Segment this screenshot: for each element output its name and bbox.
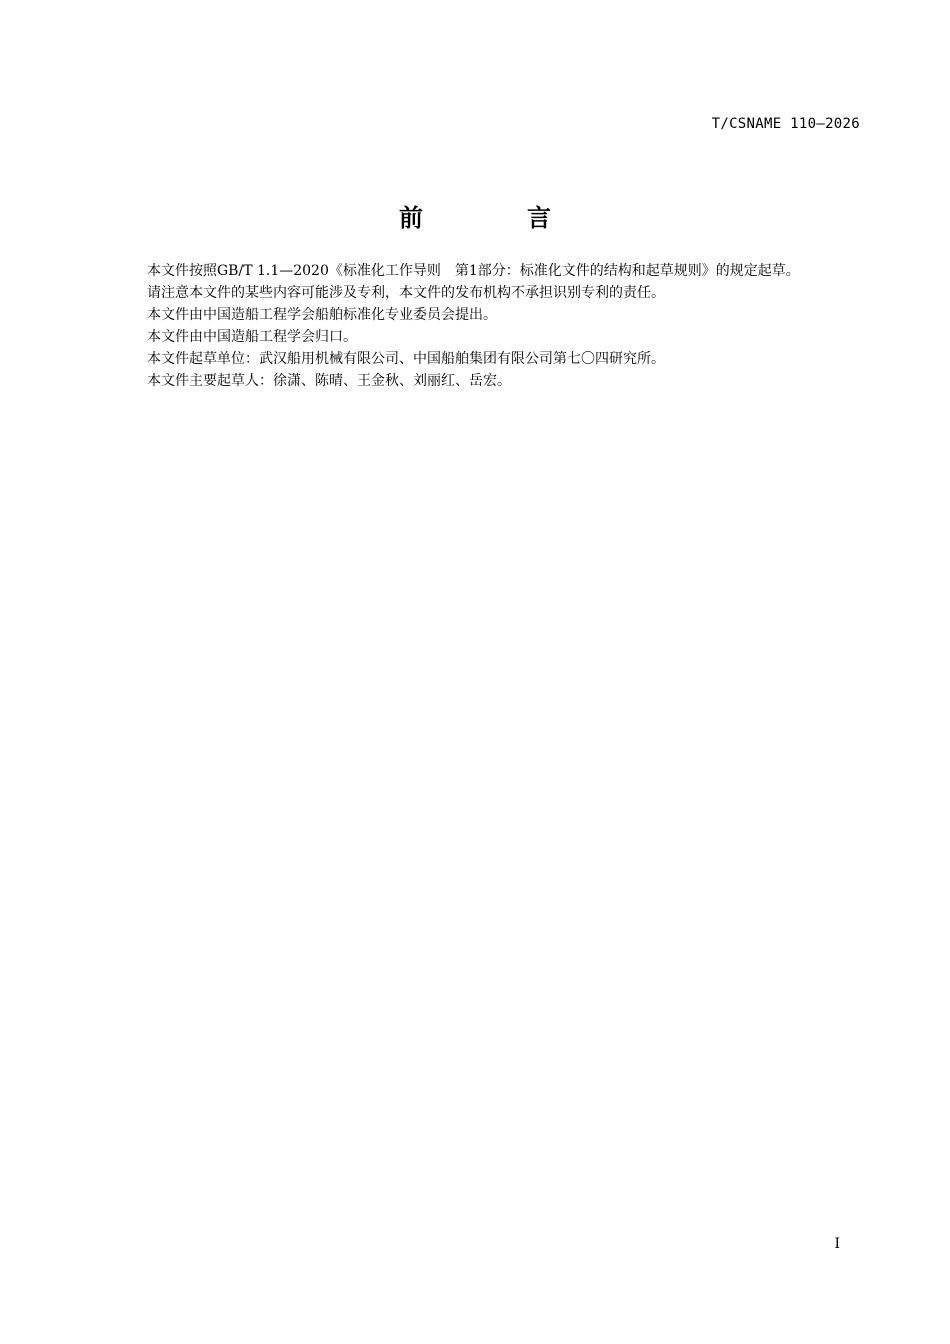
paragraph-drafters: 本文件主要起草人：徐潇、陈晴、王金秋、刘丽红、岳宏。: [147, 373, 511, 389]
standard-code-header: T/CSNAME 110—2026: [711, 116, 860, 132]
paragraph-centralized-unit: 本文件由中国造船工程学会归口。: [147, 329, 357, 345]
page-title: 前 言: [399, 204, 591, 232]
paragraph-patent-notice: 请注意本文件的某些内容可能涉及专利，本文件的发布机构不承担识别专利的责任。: [147, 285, 665, 301]
paragraph-drafting-units: 本文件起草单位：武汉船用机械有限公司、中国船舶集团有限公司第七〇四研究所。: [147, 351, 665, 367]
paragraph-drafting-rules: 本文件按照GB/T 1.1—2020《标准化工作导则 第1部分：标准化文件的结构和起草规则》的规定起草。: [147, 263, 800, 279]
paragraph-proposer: 本文件由中国造船工程学会船舶标准化专业委员会提出。: [147, 307, 497, 323]
foreword-body: [114, 260, 860, 392]
page-number: I: [834, 1236, 840, 1252]
